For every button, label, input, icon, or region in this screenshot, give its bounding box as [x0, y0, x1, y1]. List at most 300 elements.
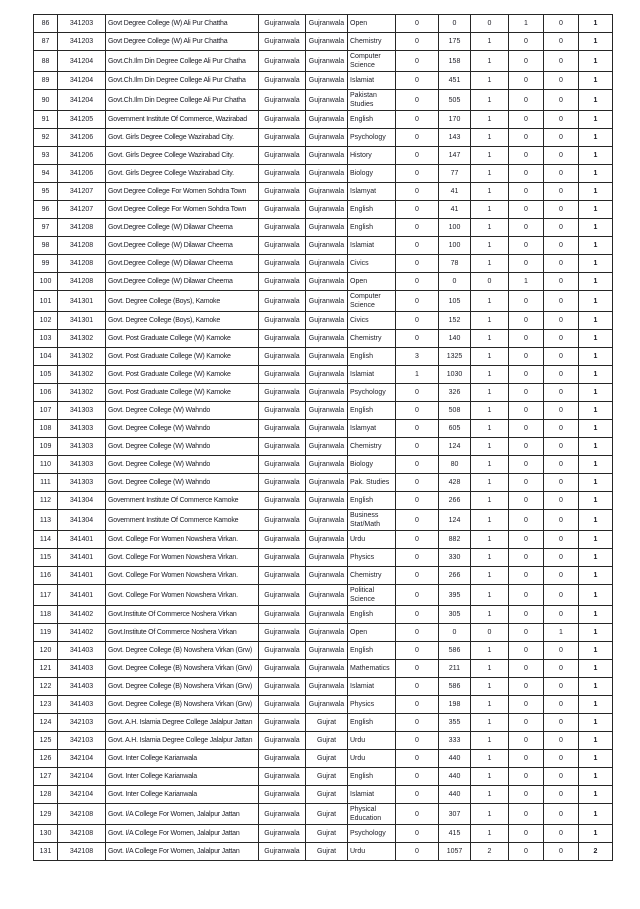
stat-col3-cell: 1 — [471, 438, 509, 456]
college-code-cell: 342108 — [58, 825, 106, 843]
stat-col2-cell: 41 — [439, 183, 471, 201]
total-cell: 1 — [579, 312, 613, 330]
college-name-cell: Govt. Degree College (W) Wahndo — [106, 402, 259, 420]
row-number-cell: 96 — [34, 201, 58, 219]
subject-cell: Biology — [348, 456, 396, 474]
stat-col5-cell: 0 — [544, 33, 579, 51]
table-row — [34, 219, 613, 237]
college-name-cell: Govt.Degree College (W) Dilawar Cheema — [106, 255, 259, 273]
stat-col4-cell: 0 — [509, 642, 544, 660]
district-cell: Gujranwala — [259, 291, 306, 312]
row-number-cell: 105 — [34, 366, 58, 384]
table-row — [34, 696, 613, 714]
tehsil-cell: Gujranwala — [306, 255, 348, 273]
college-code-cell: 341205 — [58, 111, 106, 129]
stat-col1-cell: 0 — [396, 312, 439, 330]
stat-col2-cell: 605 — [439, 420, 471, 438]
stat-col4-cell: 0 — [509, 768, 544, 786]
stat-col2-cell: 586 — [439, 678, 471, 696]
college-name-cell: Govt Degree College For Women Sohdra Town — [106, 183, 259, 201]
stat-col2-cell: 333 — [439, 732, 471, 750]
total-cell: 1 — [579, 33, 613, 51]
table-row — [34, 147, 613, 165]
subject-cell: Computer Science — [348, 51, 396, 72]
stat-col5-cell: 0 — [544, 585, 579, 606]
stat-col4-cell: 0 — [509, 183, 544, 201]
tehsil-cell: Gujranwala — [306, 438, 348, 456]
total-cell: 1 — [579, 492, 613, 510]
stat-col4-cell: 0 — [509, 843, 544, 861]
table-row — [34, 732, 613, 750]
district-cell: Gujranwala — [259, 15, 306, 33]
stat-col3-cell: 1 — [471, 732, 509, 750]
college-name-cell: Govt. Inter College Karianwala — [106, 786, 259, 804]
stat-col1-cell: 0 — [396, 183, 439, 201]
stat-col3-cell: 1 — [471, 312, 509, 330]
tehsil-cell: Gujranwala — [306, 183, 348, 201]
row-number-cell: 86 — [34, 15, 58, 33]
row-number-cell: 124 — [34, 714, 58, 732]
stat-col5-cell: 0 — [544, 606, 579, 624]
district-cell: Gujranwala — [259, 420, 306, 438]
stat-col3-cell: 0 — [471, 273, 509, 291]
stat-col1-cell: 0 — [396, 732, 439, 750]
stat-col2-cell: 140 — [439, 330, 471, 348]
college-name-cell: Government Institute Of Commerce, Wazirabad — [106, 111, 259, 129]
subject-cell: Urdu — [348, 531, 396, 549]
stat-col2-cell: 147 — [439, 147, 471, 165]
tehsil-cell: Gujrat — [306, 804, 348, 825]
total-cell: 1 — [579, 714, 613, 732]
subject-cell: Chemistry — [348, 330, 396, 348]
total-cell: 1 — [579, 51, 613, 72]
stat-col3-cell: 1 — [471, 549, 509, 567]
stat-col2-cell: 0 — [439, 15, 471, 33]
total-cell: 1 — [579, 147, 613, 165]
college-code-cell: 341208 — [58, 255, 106, 273]
stat-col5-cell: 0 — [544, 111, 579, 129]
row-number-cell: 126 — [34, 750, 58, 768]
stat-col1-cell: 0 — [396, 531, 439, 549]
college-code-cell: 341401 — [58, 531, 106, 549]
district-cell: Gujranwala — [259, 510, 306, 531]
stat-col3-cell: 1 — [471, 51, 509, 72]
subject-cell: English — [348, 642, 396, 660]
stat-col2-cell: 326 — [439, 384, 471, 402]
stat-col1-cell: 0 — [396, 273, 439, 291]
college-code-cell: 342103 — [58, 732, 106, 750]
stat-col4-cell: 0 — [509, 660, 544, 678]
college-code-cell: 341304 — [58, 492, 106, 510]
college-code-cell: 341303 — [58, 456, 106, 474]
row-number-cell: 95 — [34, 183, 58, 201]
subject-cell: Islamiat — [348, 72, 396, 90]
row-number-cell: 104 — [34, 348, 58, 366]
table-row — [34, 111, 613, 129]
stat-col1-cell: 0 — [396, 291, 439, 312]
district-cell: Gujranwala — [259, 567, 306, 585]
college-code-cell: 341206 — [58, 147, 106, 165]
college-code-cell: 341402 — [58, 606, 106, 624]
stat-col5-cell: 0 — [544, 714, 579, 732]
college-code-cell: 341302 — [58, 348, 106, 366]
stat-col4-cell: 0 — [509, 438, 544, 456]
table-row — [34, 510, 613, 531]
college-code-cell: 341204 — [58, 51, 106, 72]
stat-col4-cell: 0 — [509, 714, 544, 732]
college-name-cell: Govt. A.H. Islamia Degree College Jalalpur Jattan — [106, 732, 259, 750]
stat-col4-cell: 0 — [509, 366, 544, 384]
stat-col2-cell: 428 — [439, 474, 471, 492]
stat-col4-cell: 0 — [509, 237, 544, 255]
table-row — [34, 804, 613, 825]
stat-col4-cell: 0 — [509, 348, 544, 366]
tehsil-cell: Gujrat — [306, 714, 348, 732]
district-cell: Gujranwala — [259, 255, 306, 273]
row-number-cell: 111 — [34, 474, 58, 492]
table-row — [34, 420, 613, 438]
table-row — [34, 750, 613, 768]
stat-col4-cell: 1 — [509, 273, 544, 291]
stat-col5-cell: 0 — [544, 825, 579, 843]
stat-col5-cell: 0 — [544, 219, 579, 237]
subject-cell: Islamiat — [348, 237, 396, 255]
district-cell: Gujranwala — [259, 147, 306, 165]
stat-col2-cell: 440 — [439, 750, 471, 768]
subject-cell: Physics — [348, 696, 396, 714]
stat-col2-cell: 305 — [439, 606, 471, 624]
table-row — [34, 255, 613, 273]
district-cell: Gujranwala — [259, 660, 306, 678]
district-cell: Gujranwala — [259, 804, 306, 825]
college-name-cell: Govt. Degree College (B) Nowshera Virkan (Grw) — [106, 642, 259, 660]
stat-col4-cell: 0 — [509, 72, 544, 90]
tehsil-cell: Gujranwala — [306, 330, 348, 348]
tehsil-cell: Gujrat — [306, 750, 348, 768]
stat-col1-cell: 0 — [396, 510, 439, 531]
stat-col3-cell: 1 — [471, 786, 509, 804]
tehsil-cell: Gujrat — [306, 825, 348, 843]
subject-cell: Biology — [348, 165, 396, 183]
stat-col5-cell: 0 — [544, 330, 579, 348]
college-name-cell: Govt. Post Graduate College (W) Kamoke — [106, 384, 259, 402]
stat-col2-cell: 0 — [439, 624, 471, 642]
tehsil-cell: Gujranwala — [306, 402, 348, 420]
district-cell: Gujranwala — [259, 312, 306, 330]
stat-col5-cell: 0 — [544, 129, 579, 147]
stat-col3-cell: 1 — [471, 33, 509, 51]
college-code-cell: 341206 — [58, 129, 106, 147]
stat-col4-cell: 0 — [509, 129, 544, 147]
college-name-cell: Govt Degree College (W) Ali Pur Chattha — [106, 33, 259, 51]
stat-col2-cell: 124 — [439, 510, 471, 531]
district-cell: Gujranwala — [259, 330, 306, 348]
district-cell: Gujranwala — [259, 237, 306, 255]
total-cell: 1 — [579, 531, 613, 549]
stat-col4-cell: 0 — [509, 420, 544, 438]
college-name-cell: Govt. Post Graduate College (W) Kamoke — [106, 330, 259, 348]
college-code-cell: 341301 — [58, 312, 106, 330]
stat-col3-cell: 1 — [471, 255, 509, 273]
stat-col3-cell: 1 — [471, 660, 509, 678]
stat-col5-cell: 0 — [544, 51, 579, 72]
stat-col5-cell: 0 — [544, 567, 579, 585]
stat-col3-cell: 1 — [471, 531, 509, 549]
row-number-cell: 89 — [34, 72, 58, 90]
college-name-cell: Govt. Girls Degree College Wazirabad City. — [106, 165, 259, 183]
table-row — [34, 714, 613, 732]
table-row — [34, 90, 613, 111]
stat-col3-cell: 1 — [471, 219, 509, 237]
district-cell: Gujranwala — [259, 531, 306, 549]
stat-col2-cell: 158 — [439, 51, 471, 72]
row-number-cell: 92 — [34, 129, 58, 147]
stat-col1-cell: 0 — [396, 90, 439, 111]
stat-col4-cell: 0 — [509, 312, 544, 330]
stat-col1-cell: 1 — [396, 366, 439, 384]
table-row — [34, 33, 613, 51]
stat-col5-cell: 0 — [544, 531, 579, 549]
stat-col5-cell: 0 — [544, 768, 579, 786]
college-code-cell: 341403 — [58, 696, 106, 714]
stat-col3-cell: 1 — [471, 165, 509, 183]
total-cell: 1 — [579, 474, 613, 492]
tehsil-cell: Gujranwala — [306, 129, 348, 147]
stat-col1-cell: 0 — [396, 768, 439, 786]
subject-cell: Chemistry — [348, 438, 396, 456]
table-row — [34, 660, 613, 678]
stat-col5-cell: 0 — [544, 15, 579, 33]
subject-cell: Islamyat — [348, 183, 396, 201]
table-row — [34, 606, 613, 624]
college-code-cell: 342108 — [58, 843, 106, 861]
stat-col2-cell: 415 — [439, 825, 471, 843]
college-code-cell: 341208 — [58, 237, 106, 255]
total-cell: 1 — [579, 90, 613, 111]
stat-col5-cell: 0 — [544, 456, 579, 474]
stat-col4-cell: 0 — [509, 531, 544, 549]
district-cell: Gujranwala — [259, 642, 306, 660]
college-name-cell: Govt.Institute Of Commerce Noshera Virkan — [106, 624, 259, 642]
stat-col2-cell: 330 — [439, 549, 471, 567]
stat-col5-cell: 0 — [544, 474, 579, 492]
college-name-cell: Govt. Inter College Karianwala — [106, 750, 259, 768]
stat-col2-cell: 105 — [439, 291, 471, 312]
stat-col3-cell: 1 — [471, 567, 509, 585]
stat-col3-cell: 1 — [471, 606, 509, 624]
total-cell: 1 — [579, 732, 613, 750]
total-cell: 1 — [579, 402, 613, 420]
stat-col3-cell: 0 — [471, 624, 509, 642]
row-number-cell: 101 — [34, 291, 58, 312]
tehsil-cell: Gujrat — [306, 768, 348, 786]
subject-cell: Mathematics — [348, 660, 396, 678]
stat-col1-cell: 0 — [396, 111, 439, 129]
college-code-cell: 341401 — [58, 585, 106, 606]
stat-col5-cell: 0 — [544, 420, 579, 438]
stat-col1-cell: 0 — [396, 678, 439, 696]
district-cell: Gujranwala — [259, 492, 306, 510]
stat-col4-cell: 1 — [509, 15, 544, 33]
tehsil-cell: Gujranwala — [306, 219, 348, 237]
row-number-cell: 129 — [34, 804, 58, 825]
stat-col3-cell: 1 — [471, 804, 509, 825]
district-cell: Gujranwala — [259, 366, 306, 384]
college-code-cell: 341206 — [58, 165, 106, 183]
stat-col4-cell: 0 — [509, 90, 544, 111]
row-number-cell: 99 — [34, 255, 58, 273]
district-cell: Gujranwala — [259, 219, 306, 237]
subject-cell: Open — [348, 15, 396, 33]
row-number-cell: 98 — [34, 237, 58, 255]
row-number-cell: 107 — [34, 402, 58, 420]
college-name-cell: Govt. Degree College (W) Wahndo — [106, 456, 259, 474]
stat-col2-cell: 1325 — [439, 348, 471, 366]
total-cell: 1 — [579, 438, 613, 456]
stat-col1-cell: 0 — [396, 33, 439, 51]
subject-cell: English — [348, 201, 396, 219]
total-cell: 1 — [579, 456, 613, 474]
table-row — [34, 165, 613, 183]
row-number-cell: 113 — [34, 510, 58, 531]
table-row — [34, 585, 613, 606]
district-cell: Gujranwala — [259, 732, 306, 750]
row-number-cell: 106 — [34, 384, 58, 402]
college-code-cell: 341403 — [58, 642, 106, 660]
stat-col5-cell: 0 — [544, 549, 579, 567]
stat-col1-cell: 0 — [396, 438, 439, 456]
subject-cell: English — [348, 492, 396, 510]
college-name-cell: Government Institute Of Commerce Kamoke — [106, 510, 259, 531]
tehsil-cell: Gujranwala — [306, 237, 348, 255]
college-name-cell: Govt.Degree College (W) Dilawar Cheema — [106, 219, 259, 237]
college-name-cell: Govt. College For Women Nowshera Virkan. — [106, 567, 259, 585]
district-cell: Gujranwala — [259, 384, 306, 402]
college-code-cell: 341207 — [58, 201, 106, 219]
college-code-cell: 342103 — [58, 714, 106, 732]
stat-col3-cell: 1 — [471, 492, 509, 510]
stat-col3-cell: 1 — [471, 72, 509, 90]
college-name-cell: Govt.Ch.Ilm Din Degree College Ali Pur Chatha — [106, 51, 259, 72]
stat-col5-cell: 0 — [544, 492, 579, 510]
stat-col5-cell: 0 — [544, 183, 579, 201]
stat-col4-cell: 0 — [509, 402, 544, 420]
row-number-cell: 103 — [34, 330, 58, 348]
tehsil-cell: Gujranwala — [306, 384, 348, 402]
stat-col1-cell: 0 — [396, 15, 439, 33]
stat-col1-cell: 0 — [396, 786, 439, 804]
subject-cell: English — [348, 768, 396, 786]
district-cell: Gujranwala — [259, 786, 306, 804]
college-code-cell: 341203 — [58, 33, 106, 51]
stat-col2-cell: 505 — [439, 90, 471, 111]
district-cell: Gujranwala — [259, 624, 306, 642]
subject-cell: English — [348, 219, 396, 237]
total-cell: 1 — [579, 111, 613, 129]
district-cell: Gujranwala — [259, 549, 306, 567]
college-name-cell: Govt. Degree College (B) Nowshera Virkan (Grw) — [106, 678, 259, 696]
table-row — [34, 786, 613, 804]
stat-col1-cell: 0 — [396, 129, 439, 147]
tehsil-cell: Gujranwala — [306, 585, 348, 606]
tehsil-cell: Gujranwala — [306, 642, 348, 660]
total-cell: 1 — [579, 129, 613, 147]
district-cell: Gujranwala — [259, 696, 306, 714]
stat-col1-cell: 0 — [396, 750, 439, 768]
stat-col1-cell: 3 — [396, 348, 439, 366]
district-cell: Gujranwala — [259, 348, 306, 366]
stat-col3-cell: 1 — [471, 237, 509, 255]
row-number-cell: 120 — [34, 642, 58, 660]
subject-cell: Civics — [348, 255, 396, 273]
table-row — [34, 273, 613, 291]
tehsil-cell: Gujranwala — [306, 567, 348, 585]
stat-col4-cell: 0 — [509, 696, 544, 714]
college-name-cell: Govt. Inter College Karianwala — [106, 768, 259, 786]
stat-col5-cell: 0 — [544, 786, 579, 804]
subject-cell: Islamiat — [348, 366, 396, 384]
table-row — [34, 624, 613, 642]
total-cell: 1 — [579, 366, 613, 384]
stat-col5-cell: 0 — [544, 237, 579, 255]
district-cell: Gujranwala — [259, 51, 306, 72]
stat-col4-cell: 0 — [509, 33, 544, 51]
stat-col1-cell: 0 — [396, 402, 439, 420]
tehsil-cell: Gujranwala — [306, 696, 348, 714]
college-name-cell: Govt. I/A College For Women, Jalalpur Jattan — [106, 825, 259, 843]
district-cell: Gujranwala — [259, 111, 306, 129]
college-name-cell: Govt. Degree College (B) Nowshera Virkan (Grw) — [106, 660, 259, 678]
stat-col5-cell: 0 — [544, 438, 579, 456]
tehsil-cell: Gujranwala — [306, 606, 348, 624]
total-cell: 1 — [579, 585, 613, 606]
row-number-cell: 128 — [34, 786, 58, 804]
tehsil-cell: Gujranwala — [306, 366, 348, 384]
stat-col4-cell: 0 — [509, 201, 544, 219]
stat-col2-cell: 266 — [439, 492, 471, 510]
college-code-cell: 341207 — [58, 183, 106, 201]
district-cell: Gujranwala — [259, 402, 306, 420]
stat-col3-cell: 1 — [471, 825, 509, 843]
college-name-cell: Govt. A.H. Islamia Degree College Jalalpur Jattan — [106, 714, 259, 732]
subject-cell: Open — [348, 624, 396, 642]
stat-col1-cell: 0 — [396, 201, 439, 219]
college-name-cell: Govt. College For Women Nowshera Virkan. — [106, 549, 259, 567]
row-number-cell: 102 — [34, 312, 58, 330]
subject-cell: Computer Science — [348, 291, 396, 312]
stat-col1-cell: 0 — [396, 714, 439, 732]
subject-cell: English — [348, 714, 396, 732]
college-code-cell: 341401 — [58, 567, 106, 585]
subject-cell: Chemistry — [348, 33, 396, 51]
college-code-cell: 341303 — [58, 438, 106, 456]
tehsil-cell: Gujranwala — [306, 312, 348, 330]
stat-col5-cell: 0 — [544, 696, 579, 714]
stat-col3-cell: 1 — [471, 147, 509, 165]
stat-col5-cell: 0 — [544, 291, 579, 312]
tehsil-cell: Gujrat — [306, 732, 348, 750]
college-name-cell: Govt. College For Women Nowshera Virkan. — [106, 585, 259, 606]
tehsil-cell: Gujranwala — [306, 660, 348, 678]
stat-col4-cell: 0 — [509, 567, 544, 585]
stat-col2-cell: 1030 — [439, 366, 471, 384]
stat-col2-cell: 451 — [439, 72, 471, 90]
table-row — [34, 678, 613, 696]
stat-col5-cell: 0 — [544, 255, 579, 273]
stat-col5-cell: 0 — [544, 678, 579, 696]
stat-col4-cell: 0 — [509, 165, 544, 183]
stat-col4-cell: 0 — [509, 732, 544, 750]
